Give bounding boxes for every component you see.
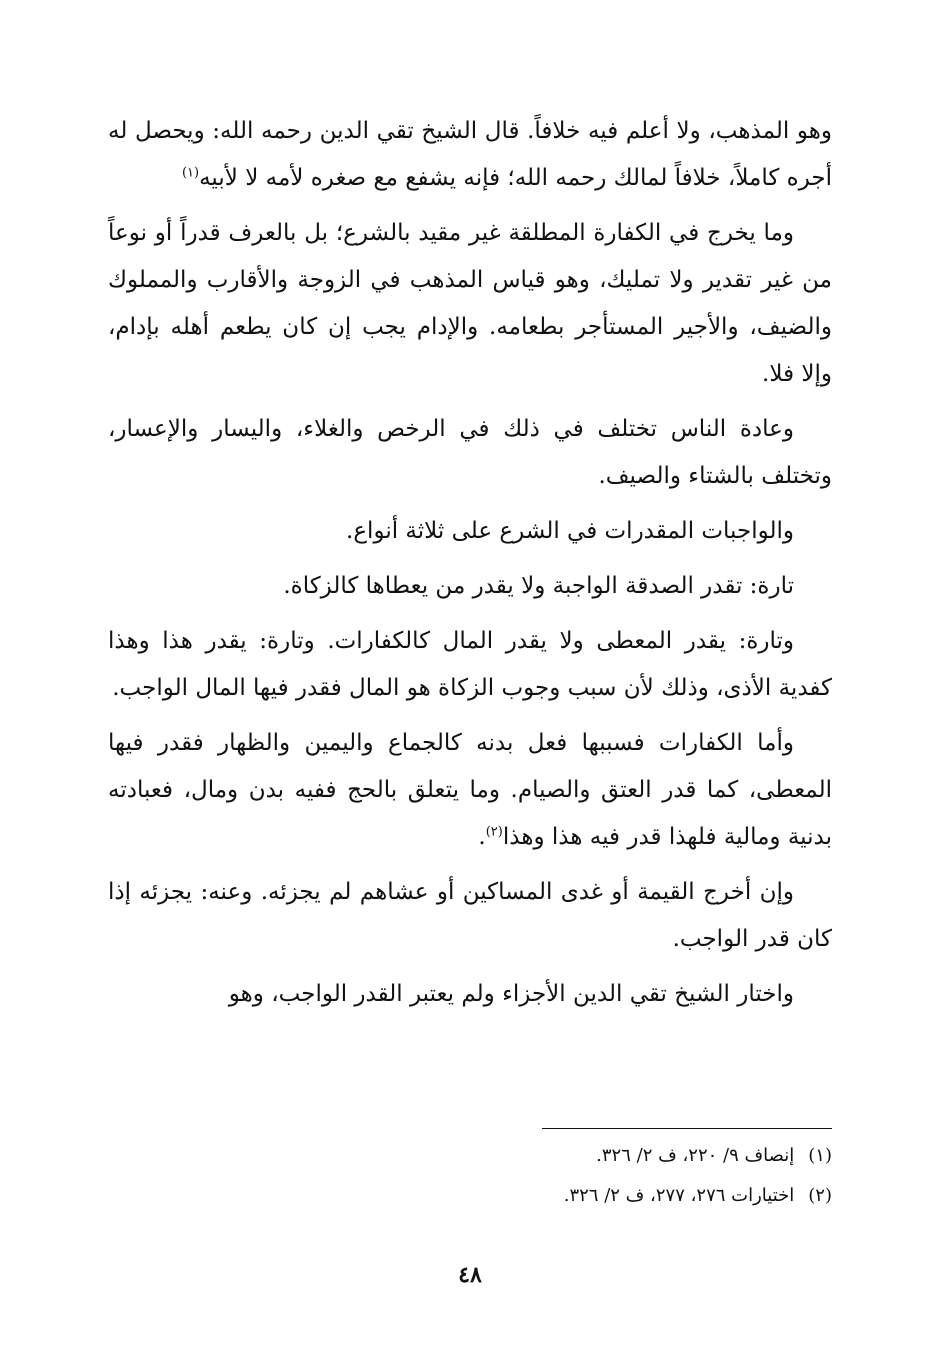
footnotes	[108, 1136, 832, 1216]
paragraph: وهو المذهب، ولا أعلم فيه خلافاً. قال الشيخ تقي الدين رحمه الله: ويحصل له أجره كاملاً، خلافاً لمالك رحمه الله؛ فإنه يشفع مع صغره لأمه لا لأبيه$^{(١)}$	[108, 118, 832, 191]
footnote-number: (١)	[808, 1145, 832, 1166]
paragraph: وتارة: يقدر المعطى ولا يقدر المال كالكفارات. وتارة: يقدر هذا وهذا كفدية الأذى، وذلك لأن سبب وجوب الزكاة هو المال فقدر فيها المال الواجب.	[108, 628, 832, 701]
footnote-number: (٢)	[808, 1185, 832, 1206]
paragraph: تارة: تقدر الصدقة الواجبة ولا يقدر من يعطاها كالزكاة.	[283, 573, 794, 599]
paragraph: والواجبات المقدرات في الشرع على ثلاثة أنواع.	[346, 518, 794, 544]
footnote	[108, 1136, 832, 1176]
footnote-ref: (٢)	[485, 824, 503, 840]
paragraph: وعادة الناس تختلف في ذلك في الرخص والغلاء، واليسار والإعسار، وتختلف بالشتاء والصيف.	[108, 416, 832, 489]
paragraph: وإن أخرج القيمة أو غدى المساكين أو عشاهم لم يجزئه. وعنه: يجزئه إذا كان قدر الواجب.	[108, 879, 832, 952]
footnote	[108, 1176, 832, 1216]
paragraph: وما يخرج في الكفارة المطلقة غير مقيد بالشرع؛ بل بالعرف قدراً أو نوعاً من غير تقدير ولا تمليك، وهو قياس المذهب في الزوجة والأقارب والمملوك والضيف، والأجير المستأجر بطعامه. والإدام يجب إن كان يطعم أهله بإدام، وإلا فلا.	[108, 220, 832, 387]
footnote-text: إنصاف ٩/ ٢٢٠، ف ٢/ ٣٢٦.	[596, 1145, 795, 1166]
paragraph: واختار الشيخ تقي الدين الأجزاء ولم يعتبر القدر الواجب، وهو	[228, 981, 794, 1007]
body-text	[108, 108, 832, 1026]
footnote-ref: (١)	[181, 165, 200, 181]
page-number: ٤٨	[458, 1262, 482, 1288]
paragraph: وأما الكفارات فسببها فعل بدنه كالجماع واليمين والظهار فقدر فيها المعطى، كما قدر العتق والصيام. وما يتعلق بالحج ففيه بدن ومال، فعبادته بدنية ومالية فلهذا قدر فيه هذا وهذا$^{(٢)}$.	[108, 730, 832, 850]
footnote-divider	[542, 1128, 832, 1129]
footnote-text: اختيارات ٢٧٦، ٢٧٧، ف ٢/ ٣٢٦.	[563, 1185, 795, 1206]
